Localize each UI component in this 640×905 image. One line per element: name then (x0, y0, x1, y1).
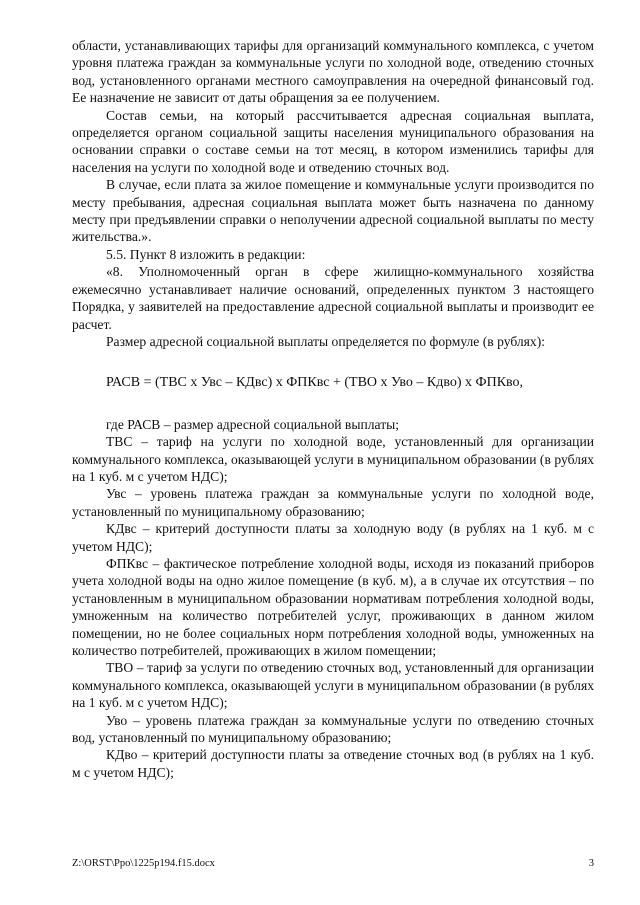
paragraph-clause-5-5: 5.5. Пункт 8 изложить в редакции: (106, 246, 306, 262)
paragraph-formula-intro: Размер адресной социальной выплаты определяется по формуле (в рублях): (106, 333, 546, 349)
definition-tvs: ТВС – тариф на услуги по холодной воде, установленный для организации коммунального комплекса, оказывающей услуги в муниципальном образовании (в рублях на 1 куб. м с учетом НДС); (72, 434, 594, 484)
document-body (72, 37, 594, 781)
paragraph-family-composition: Состав семьи, на который рассчитывается адресная социальная выплата, определяется органом социальной защиты населения муниципального образования на основании справки о составе семьи на тот месяц, в котором изменились тарифы для населения на услуги по холодной воде и отведению сточных вод. (72, 107, 594, 175)
paragraph-clause-8: «8. Уполномоченный орган в сфере жилищно-коммунального хозяйства ежемесячно устанавливает наличие оснований, определенных пунктом 3 настоящего Порядка, у заявителей на предоставление адресной социальной выплаты и производит ее расчет. (72, 264, 594, 332)
paragraph-place-of-stay: В случае, если плата за жилое помещение и коммунальные услуги производится по месту пребывания, адресная социальная выплата может быть назначена по данному месту при предъявлении справки о неполучении адресной социальной выплаты по месту жительства.». (72, 177, 594, 245)
page-number: 3 (588, 858, 594, 869)
definition-uvo: Уво – уровень платежа граждан за коммунальные услуги по отведению сточных вод, установленный по муниципальному образованию; (72, 712, 594, 746)
definition-kdvs: КДвс – критерий доступности платы за холодную воду (в рублях на 1 куб. м с учетом НДС); (72, 521, 594, 554)
definition-tvo: ТВО – тариф за услуги по отведению сточных вод, установленный для организации коммунального комплекса, оказывающей услуги в муниципальном образовании (в рублях на 1 куб. м с учетом НДС); (72, 660, 594, 711)
definition-fpkvs: ФПКвс – фактическое потребление холодной воды, исходя из показаний приборов учета холодной воды на одно жилое помещение (в куб. м), а в случае их отсутствия – по установленным в муниципальном образовании нормативам потребления холодной воды, умноженным на количество потребителей услуг, проживающих в данном жилом помещении, но не более социальных норм потребления холодной воды, умноженных на количество потребителей, проживающих в жилом помещении; (72, 555, 594, 658)
definition-kdvo: КДво – критерий доступности платы за отведение сточных вод (в рублях на 1 куб. м с учетом НДС); (72, 747, 594, 780)
footer-file-path: Z:\ORST\Ppo\1225p194.f15.docx (72, 858, 215, 869)
definition-rasv: где РАСВ – размер адресной социальной выплаты; (106, 416, 400, 432)
definition-uvs: Увс – уровень платежа граждан за коммунальные услуги по холодной воде, установленный по муниципальному образованию; (72, 486, 594, 519)
paragraph-continuation: области, устанавливающих тарифы для организаций коммунального комплекса, с учетом уровня платежа граждан за коммунальные услуги по холодной воде, отведению сточных вод, установленного органами местного самоуправления на очередной финансовый год. Ее назначение не зависит от даты обращения за ее получением. (72, 38, 594, 106)
formula: РАСВ = (ТВС х Увс – КДвс) х ФПКвс + (ТВО х Уво – Кдво) х ФПКво, (106, 375, 524, 391)
